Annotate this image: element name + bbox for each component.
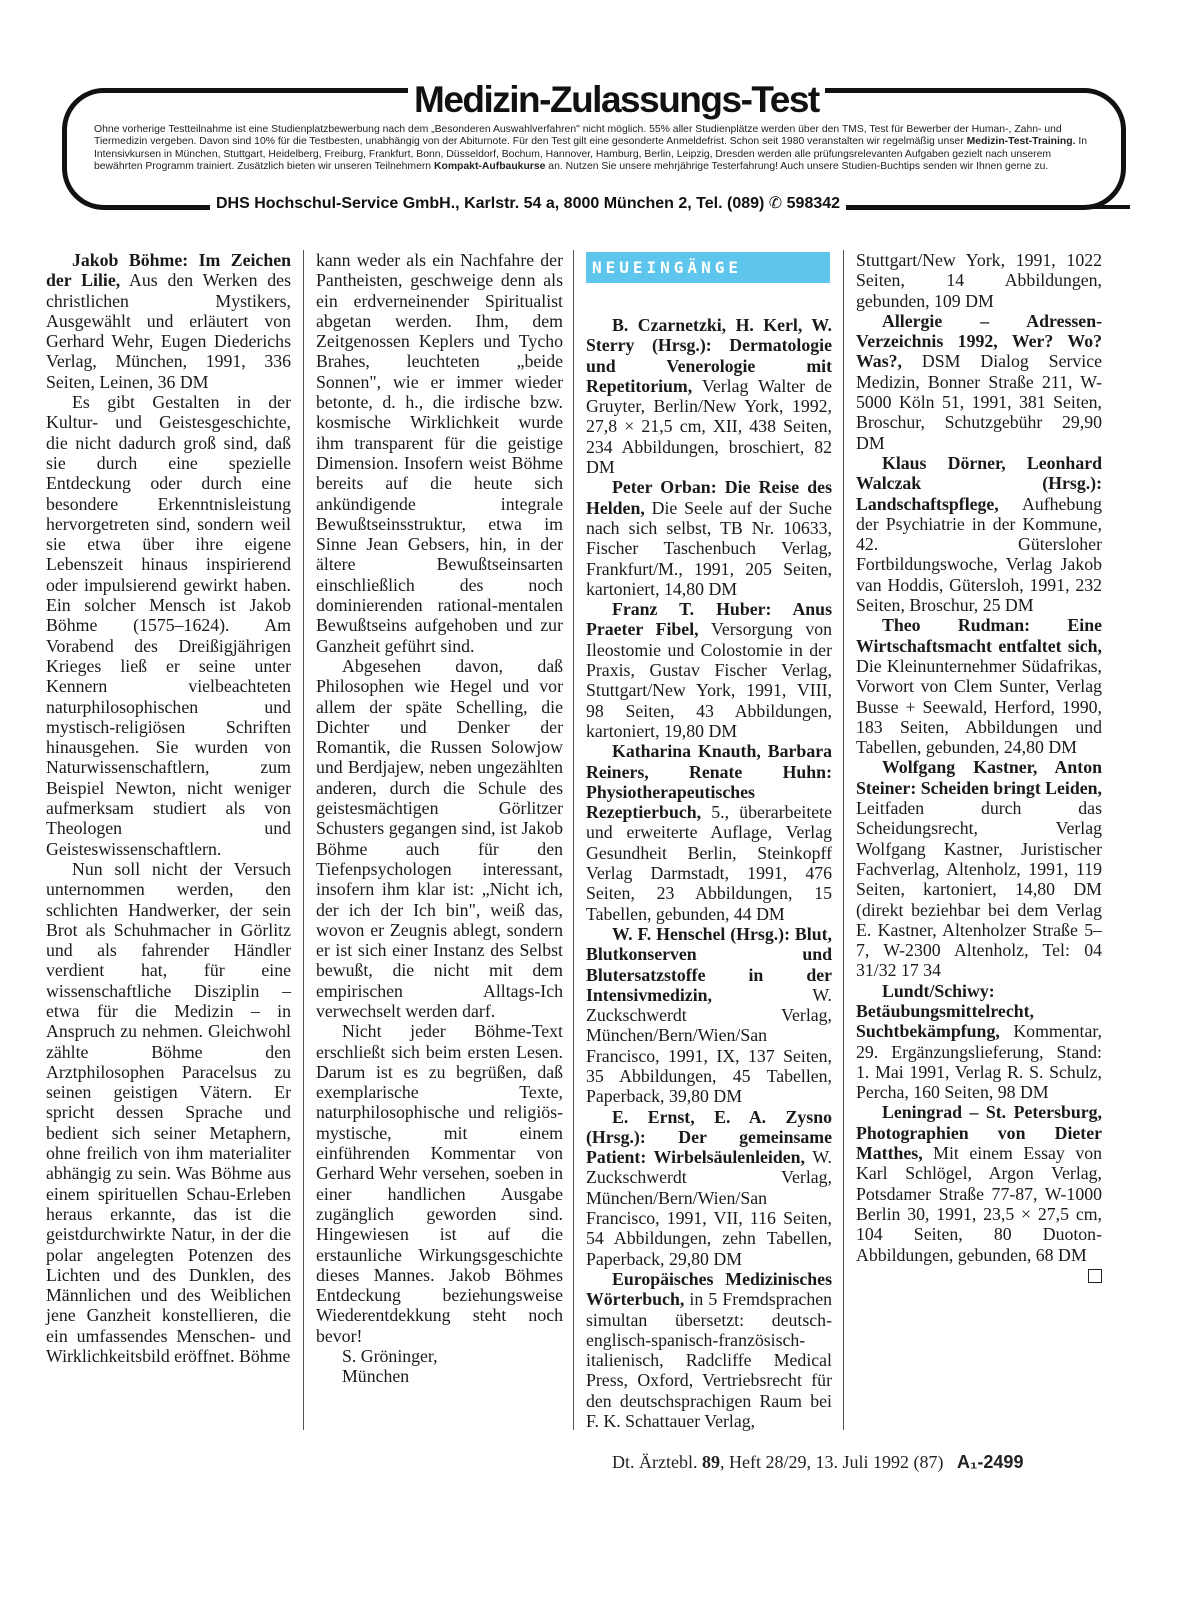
article-paragraph: Nun soll nicht der Versuch unternommen werden, den schlichten Handwerker, der sein Brot als Schuhmacher in Görlitz und als fahrender Händler verdient hat, für eine wissenschaftliche Disziplin – etwa für die Medizin – in Anspruch zu nehmen. Gleichwohl zählte Böhme den Arztphilosophen Paracelsus zu seinen geistigen Vätern. Er spricht dessen Sprache und bedient sich seiner Metaphern, ohne freilich von ihm materialiter abhängig zu sein. Was Böhme aus einem spirituellen Schau-Erleben heraus erkannte, das ist die geistdurchwirkte Natur, in der die polar angelegten Potenzen des Lichten und des Dunklen, des Männlichen und des Weiblichen jene Ganzheit konstellieren, die ein umfassendes Menschen- und Wirklichkeitsbild eröffnet. Böhme (46, 858, 291, 1367)
ad-contact: DHS Hochschul-Service GmbH., Karlstr. 54 a, 8000 München 2, Tel. (089) ✆ 598342 (210, 193, 846, 215)
page-footer: Dt. Ärztebl. 89, Heft 28/29, 13. Juli 1992 (87) A₁-2499 (612, 1452, 1024, 1472)
new-arrivals-column-2 (856, 250, 1102, 1283)
book-entry: Leningrad – St. Petersburg, Photographien von Dieter Matthes, Mit einem Essay von Karl Schlögel, Argon Verlag, Potsdamer Straße 77-87, W-1000 Berlin 30, 1991, 23,5 × 27,5 cm, 104 Seiten, 80 Duoton-Abbildungen, gebunden, 68 DM (856, 1102, 1102, 1264)
article-paragraph: Abgesehen davon, daß Philosophen wie Hegel und vor allem der späte Schelling, die Dichter und Denker der Romantik, die Russen Solowjow und Berdjajew, neben ungezählten anderen, durch die Schule des geistesmächtigen Görlitzer Schusters gegangen sind, ist Jakob Böhme auch für den Tiefenpsychologen interessant, insofern ihm klar ist: „Nicht ich, der ich der Ich bin", weiß das, wovon er Zeugnis ablegt, sondern er ist sich einer Instanz des Selbst bewußt, die nicht mit dem empirischen Alltags-Ich verwechselt werden darf. (316, 655, 563, 1021)
book-entry: Europäisches Medizinisches Wörterbuch, in 5 Fremdsprachen simultan übersetzt: deutsch-englisch-spanisch-französisch-italienisch, Radcliffe Medical Press, Oxford, Vertriebsrecht für den deutschsprachigen Raum bei F. K. Schattauer Verlag, (586, 1268, 832, 1432)
article-paragraph: Nicht jeder Böhme-Text erschließt sich beim ersten Lesen. Darum ist es zu begrüßen, daß exemplarische Texte, naturphilosophische und religiös-mystische, mit einem einführenden Kommentar von Gerhard Wehr versehen, soeben in einer handlichen Ausgabe zugänglich geworden sind. Hingewiesen ist auf die erstaunliche Wirkungsgeschichte dieses Mannes. Jakob Böhmes Entdeckung beziehungsweise Wiederentdekkung steht noch bevor! (316, 1021, 563, 1346)
ad-body: Ohne vorherige Testteilnahme ist eine Studienplatzbewerbung nach dem „Besonderen Auswahlverfahren" nicht möglich. 55% aller Studienplätze werden über den TMS, Test für Bewerber der Human-, Zahn- und Tiermedizin vergeben. Davon sind 10% für die Testbesten, unabhängig von der Abiturnote. Für den Test gilt eine gesonderte Anmeldefrist. Schon seit 1980 veranstalten wir regelmäßig unser Medizin-Test-Training. In Intensivkursen in München, Stuttgart, Heidelberg, Freiburg, Frankfurt, Bonn, Düsseldorf, Bochum, Hannover, Hamburg, Berlin, Leipzig, Dresden werden alle prüfungsrelevanten Aufgaben gezielt nach unserem bewährten Programm trainiert. Zusätzlich bieten wir unseren Teilnehmern Kompakt-Aufbaukurse an. Nutzen Sie unsere mehrjährige Testerfahrung! Auch unsere Studien-Buchtips senden wir Ihnen gerne zu. (94, 124, 1088, 173)
section-badge: NEUEINGÄNGE (586, 252, 830, 283)
article-heading: Jakob Böhme: Im Zeichen der Lilie, Aus den Werken des christlichen Mystikers, Ausgewählt und erläutert von Gerhard Wehr, Eugen Diederichs Verlag, München, 1991, 336 Seiten, Leinen, 36 DM (46, 250, 291, 392)
book-entry: Franz T. Huber: Anus Praeter Fibel, Versorgung von Ileostomie und Colostomie in der Praxis, Gustav Fischer Verlag, Stuttgart/New York, 1991, VIII, 98 Seiten, 43 Abbildungen, kartoniert, 19,80 DM (586, 599, 832, 741)
book-entry: Klaus Dörner, Leonhard Walczak (Hrsg.): Landschaftspflege, Aufhebung der Psychiatrie in der Kommune, 42. Gütersloher Fortbildungswoche, Verlag Jakob van Hoddis, Gütersloh, 1991, 232 Seiten, Broschur, 25 DM (856, 452, 1102, 616)
end-mark-icon (1088, 1269, 1102, 1283)
column-rule (303, 250, 304, 1430)
article-column-2 (316, 250, 563, 1387)
book-entry: Katharina Knauth, Barbara Reiners, Renate Huhn: Physiotherapeutisches Rezeptierbuch, 5., überarbeitete und erweiterte Auflage, Verlag Gesundheit Berlin, Steinkopff Verlag Darmstadt, 1991, 476 Seiten, 23 Abbildungen, 15 Tabellen, gebunden, 44 DM (586, 741, 832, 924)
book-entry: Wolfgang Kastner, Anton Steiner: Scheiden bringt Leiden, Leitfaden durch das Scheidungsrecht, Verlag Wolfgang Kastner, Juristischer Fachverlag, Altenholz, 1991, 119 Seiten, kartoniert, 14,80 DM (direkt beziehbar bei dem Verlag E. Kastner, Altenholzer Straße 5–7, W-2300 Altenholz, Tel: 04 31/32 17 34 (856, 757, 1102, 981)
article-paragraph: Es gibt Gestalten in der Kultur- und Geistesgeschichte, die nicht dadurch groß sind, daß sie durch eine spezielle Entdeckung oder durch eine besondere Erkenntnisleistung hervorgetreten sind, sondern weil sie etwa über ihre eigene Lebenszeit hinaus inspirierend oder impulsierend gewirkt haben. Ein solcher Mensch ist Jakob Böhme (1575–1624). Am Vorabend des Dreißigjährigen Krieges ließ er seine unter Kennern vielbeachteten naturphilosophischen und mystisch-religiösen Schriften hinausgehen. Sie wurden von Naturwissenschaftlern, zum Beispiel Newton, nicht weniger aufmerksam studiert als von Theologen und Geisteswissenschaftlern. (46, 392, 291, 859)
book-entry: Lundt/Schiwy: Betäubungsmittelrecht, Suchtbekämpfung, Kommentar, 29. Ergänzungslieferung, Stand: 1. Mai 1991, Verlag R. S. Schulz, Percha, 160 Seiten, 98 DM (856, 980, 1102, 1103)
article-column-1 (46, 250, 291, 1366)
book-entry: E. Ernst, E. A. Zysno (Hrsg.): Der gemeinsame Patient: Wirbelsäulenleiden, W. Zuckschwerdt Verlag, München/Bern/Wien/San Francisco, 1991, VII, 116 Seiten, 54 Abbildungen, zehn Tabellen, Paperback, 29,80 DM (586, 1106, 832, 1269)
column-rule (573, 250, 574, 1430)
ad-title: Medizin-Zulassungs-Test (408, 78, 825, 122)
author-city: München (342, 1366, 410, 1387)
column-rule (843, 250, 844, 1430)
book-entry: Theo Rudman: Eine Wirtschaftsmacht entfaltet sich, Die Kleinunternehmer Südafrikas, Vorwort von Clem Sunter, Verlag Busse + Seewald, Herford, 1990, 183 Seiten, Abbildungen und Tabellen, gebunden, 24,80 DM (856, 615, 1102, 758)
book-entry: W. F. Henschel (Hrsg.): Blut, Blutkonserven und Blutersatzstoffe in der Intensivmedizin, W. Zuckschwerdt Verlag, München/Bern/Wien/San Francisco, 1991, IX, 137 Seiten, 35 Abbildungen, 45 Tabellen, Paperback, 39,80 DM (586, 923, 832, 1107)
book-entry: B. Czarnetzki, H. Kerl, W. Sterry (Hrsg.): Dermatologie und Venerologie mit Repetitorium, Verlag Walter de Gruyter, Berlin/New York, 1992, 27,8 × 21,5 cm, XII, 438 Seiten, 234 Abbildungen, broschiert, 82 DM (586, 315, 832, 478)
new-arrivals-column-1 (586, 252, 832, 1431)
author-name: S. Gröninger, (342, 1346, 438, 1367)
book-entry-continued: Stuttgart/New York, 1991, 1022 Seiten, 14 Abbildungen, gebunden, 109 DM (856, 250, 1102, 311)
book-entry: Peter Orban: Die Reise des Helden, Die Seele auf der Suche nach sich selbst, TB Nr. 10633, Fischer Taschenbuch Verlag, Frankfurt/M., 1991, 205 Seiten, kartoniert, 14,80 DM (586, 477, 832, 599)
article-paragraph: kann weder als ein Nachfahre der Pantheisten, geschweige denn als ein erdverneinender Spiritualist abgetan werden. Ihm, dem Zeitgenossen Keplers und Tycho Brahes, leuchteten „beide Sonnen", wie er immer wieder betonte, d. h., die irdische bzw. kosmische Wirklichkeit wurde ihm transparent für die geistige Dimension. Insofern weist Böhme bereits auf die heute sich ankündigende integrale Bewußtseinsstruktur, etwa im Sinne Jean Gebsers, hin, in der ältere Bewußtseinsarten einschließlich des noch dominierenden rational-mentalen Bewußtseins aufgehoben und zur Ganzheit geführt sind. (316, 250, 563, 656)
book-entry: Allergie – Adressen-Verzeichnis 1992, Wer? Wo? Was?, DSM Dialog Service Medizin, Bonner Straße 211, W-5000 Köln 51, 1991, 381 Seiten, Broschur, Schutzgebühr 29,90 DM (856, 310, 1102, 453)
